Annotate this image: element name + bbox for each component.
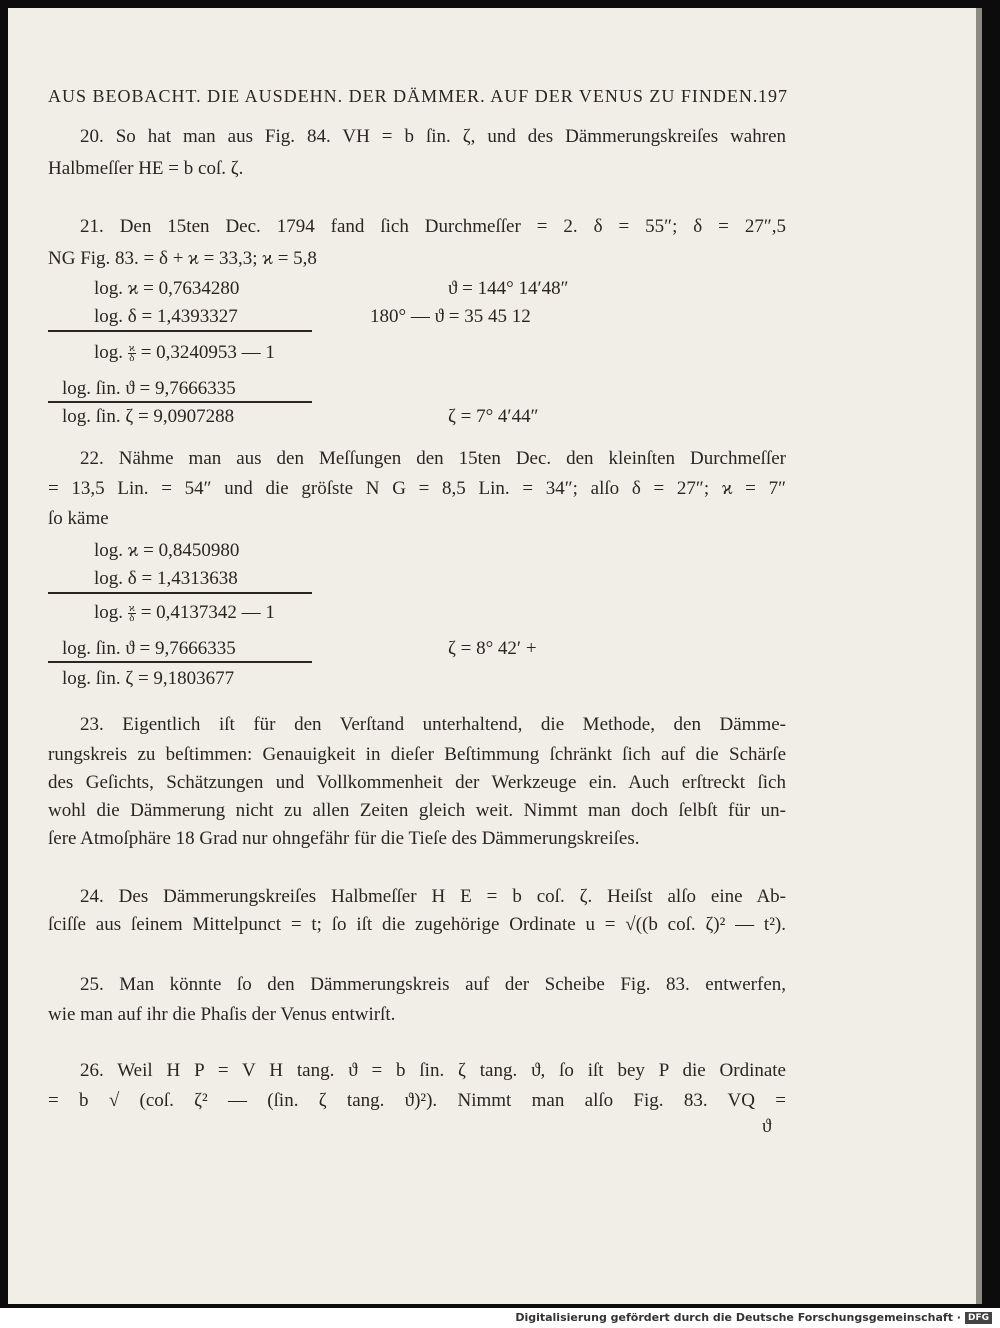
sec21-log-kappa: log. ϰ = 0,7634280 bbox=[94, 278, 240, 299]
book-page bbox=[8, 8, 976, 1304]
sec22-frac-den: δ bbox=[129, 612, 135, 625]
sec21-log-sin-zeta: log. ſin. ζ = 9,0907288 bbox=[62, 406, 235, 427]
sec22-rule-2 bbox=[48, 661, 312, 663]
sec21-line2: NG Fig. 83. = δ + ϰ = 33,3; ϰ = 5,8 bbox=[48, 248, 317, 269]
sec26-line2: = b √ (coſ. ζ² — (ſin. ζ tang. ϑ)²). Nimmt man alſo Fig. 83. VQ = bbox=[48, 1090, 786, 1111]
sec21-theta: ϑ = 144° 14′48″ bbox=[448, 278, 569, 299]
sec21-zeta: ζ = 7° 4′44″ bbox=[448, 406, 539, 427]
footer bbox=[0, 1308, 1000, 1328]
sec23-line4: wohl die Dämmerung nicht zu allen Zeiten gleich weit. Nimmt man doch ſelbſt für un- bbox=[48, 800, 786, 821]
sec25-line2: wie man auf ihr die Phaſis der Venus entwirſt. bbox=[48, 1004, 396, 1025]
sec22-rule-1 bbox=[48, 592, 312, 594]
sec22-line1: 22. Nähme man aus den Meſſungen den 15ten Dec. den kleinſten Durchmeſſer bbox=[80, 448, 786, 469]
sec22-log-kappa: log. ϰ = 0,8450980 bbox=[94, 540, 240, 561]
sec21-log-delta: log. δ = 1,4393327 bbox=[94, 306, 238, 327]
sec21-log-ratio bbox=[94, 342, 275, 364]
sec21-theta-diff: 180° — ϑ = 35 45 12 bbox=[370, 306, 531, 327]
sec21-line1: 21. Den 15ten Dec. 1794 fand ſich Durchmeſſer = 2. δ = 55″; δ = 27″,5 bbox=[80, 216, 786, 237]
sec21-frac-num: ϰ bbox=[128, 342, 135, 355]
sec22-zeta: ζ = 8° 42′ + bbox=[448, 638, 537, 659]
sec22-log-ratio bbox=[94, 602, 275, 624]
sec21-log-ratio-value: = 0,3240953 — 1 bbox=[140, 342, 275, 363]
sec24-line2: ſciſſe aus ſeinem Mittelpunct = t; ſo iſt die zugehörige Ordinate u = √((b coſ. ζ)² — t²). bbox=[48, 914, 786, 935]
running-head-title: AUS BEOBACHT. DIE AUSDEHN. DER DÄMMER. AUF DER VENUS ZU FINDEN. bbox=[48, 86, 759, 106]
sec20-line2: Halbmeſſer HE = b coſ. ζ. bbox=[48, 158, 244, 179]
dfg-logo: DFG bbox=[965, 1312, 992, 1324]
sec23-line2: rungskreis zu beſtimmen: Genauigkeit in dieſer Beſtimmung ſchränkt ſich auf die Schärſe bbox=[48, 744, 786, 765]
sec21-log-sin-theta: log. ſin. ϑ = 9,7666335 bbox=[62, 378, 236, 399]
sec24-line1: 24. Des Dämmerungskreiſes Halbmeſſer H E = b coſ. ζ. Heiſst alſo eine Ab- bbox=[80, 886, 786, 907]
sec21-fraction bbox=[128, 344, 136, 363]
sec22-fraction bbox=[128, 604, 136, 623]
sec22-log-delta: log. δ = 1,4313638 bbox=[94, 568, 238, 589]
sec21-rule-1 bbox=[48, 330, 312, 332]
sec22-line3: ſo käme bbox=[48, 508, 109, 529]
page-number: 197 bbox=[758, 86, 788, 106]
sec23-line5: ſere Atmoſphäre 18 Grad nur ohngefähr für die Tieſe des Dämmerungskreiſes. bbox=[48, 828, 640, 849]
sec22-log-sin-zeta: log. ſin. ζ = 9,1803677 bbox=[62, 668, 235, 689]
sec22-log-ratio-prefix: log. bbox=[94, 602, 124, 623]
sec26-line1: 26. Weil H P = V H tang. ϑ = b ſin. ζ tang. ϑ, ſo iſt bey P die Ordinate bbox=[80, 1060, 786, 1081]
sec23-line3: des Geſichts, Schätzungen und Vollkommenheit der Werkzeuge ein. Auch erſtreckt ſich bbox=[48, 772, 786, 793]
sec22-line2: = 13,5 Lin. = 54″ und die gröſste N G = 8,5 Lin. = 34″; alſo δ = 27″; ϰ = 7″ bbox=[48, 478, 786, 499]
sec25-line1: 25. Man könnte ſo den Dämmerungskreis auf der Scheibe Fig. 83. entwerfen, bbox=[80, 974, 786, 995]
sec21-frac-den: δ bbox=[129, 352, 135, 365]
sec22-log-ratio-value: = 0,4137342 — 1 bbox=[140, 602, 275, 623]
sec21-log-ratio-prefix: log. bbox=[94, 342, 124, 363]
sec22-log-sin-theta: log. ſin. ϑ = 9,7666335 bbox=[62, 638, 236, 659]
sec23-line1: 23. Eigentlich iſt für den Verſtand unterhaltend, die Methode, den Dämme- bbox=[80, 714, 786, 735]
sec22-frac-num: ϰ bbox=[128, 602, 135, 615]
page-edge bbox=[976, 8, 982, 1304]
sec21-rule-2 bbox=[48, 401, 312, 403]
running-head bbox=[48, 86, 788, 107]
sec20-line1: 20. So hat man aus Fig. 84. VH = b ſin. ζ, und des Dämmerungskreiſes wahren bbox=[80, 126, 786, 147]
footer-text: Digitalisierung gefördert durch die Deutsche Forschungsgemeinschaft · bbox=[515, 1311, 961, 1324]
sec26-catchword: ϑ bbox=[762, 1116, 772, 1137]
